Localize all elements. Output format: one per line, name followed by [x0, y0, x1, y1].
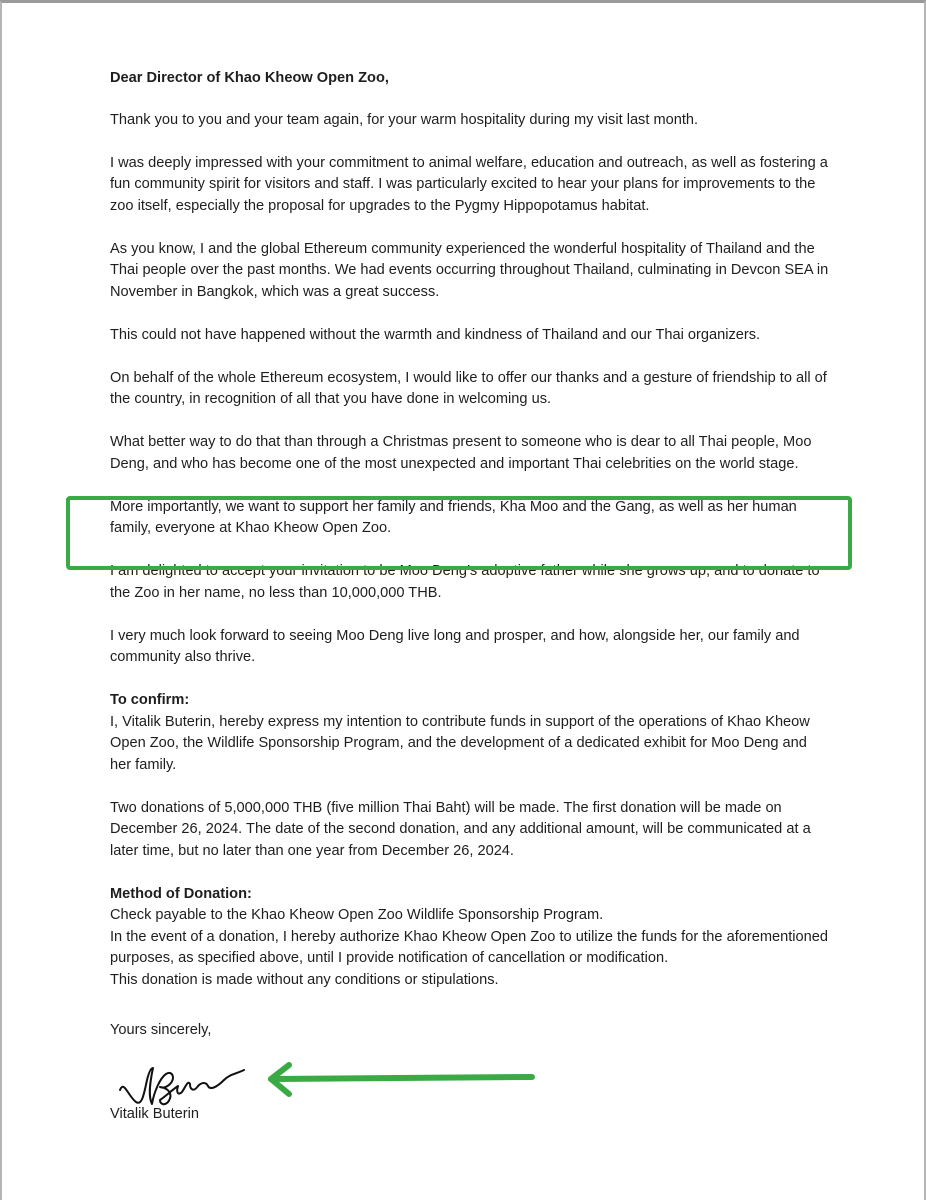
method-heading: Method of Donation: — [110, 885, 252, 902]
paragraph-adoptive-father: I am delighted to accept your invitation to be Moo Deng’s adoptive father while she grows up, and to donate to the Zoo in her name, no less than 10,000,000 THB. — [110, 563, 820, 601]
signer-name: Vitalik Buterin — [110, 1106, 199, 1122]
highlight-box-annotation — [66, 496, 852, 570]
arrow-annotation-icon — [245, 1054, 545, 1104]
paragraph-organizers: This could not have happened without the warmth and kindness of Thailand and our Thai organizers. — [110, 326, 761, 343]
paragraph-gesture: On behalf of the whole Ethereum ecosystem, I would like to offer our thanks and a gesture of friendship to all of the country, in recognition of all that you have done in welcoming us. — [110, 369, 827, 407]
method-line: In the event of a donation, I hereby authorize Khao Kheow Open Zoo to utilize the funds for the aforementioned purposes, as specified above, until I provide notification of cancellation or modification. — [110, 928, 829, 966]
salutation: Dear Director of Khao Kheow Open Zoo, — [110, 70, 389, 86]
paragraph-impressed: I was deeply impressed with your commitment to animal welfare, education and outreach, as well as fostering a fun community spirit for visitors and staff. I was particularly excited to hear your plans for improvements to the zoo itself, especially the proposal for upgrades to the Pygmy Hippopotamus habitat. — [110, 154, 828, 214]
paragraph-ethereum-community: As you know, I and the global Ethereum community experienced the wonderful hospitality of Thailand and the Thai people over the past months. We had events occurring throughout Thailand, culminating in Devcon SEA in November in Bangkok, which was a great success. — [110, 240, 829, 300]
confirm-body: I, Vitalik Buterin, hereby express my intention to contribute funds in support of the operations of Khao Kheow Open Zoo, the Wildlife Sponsorship Program, and the development of a dedicated exhibit for Moo Deng and her family. — [110, 713, 810, 773]
paragraph-thanks: Thank you to you and your team again, for your warm hospitality during my visit last month. — [110, 111, 699, 128]
paragraph-christmas-present: What better way to do that than through a Christmas present to someone who is dear to all Thai people, Moo Deng, and who has become one of the most unexpected and important Thai celebrities on the world stage. — [110, 434, 812, 472]
closing: Yours sincerely, — [110, 1022, 212, 1038]
donations-paragraph: Two donations of 5,000,000 THB (five million Thai Baht) will be made. The first donation will be made on December 26, 2024. The date of the second donation, and any additional amount, will be communicated at a later time, but no later than one year from December 26, 2024. — [110, 799, 811, 859]
paragraph-support-family: More importantly, we want to support her family and friends, Kha Moo and the Gang, as well as her human family, everyone at Khao Kheow Open Zoo. — [110, 498, 797, 536]
method-line: This donation is made without any conditions or stipulations. — [110, 971, 499, 988]
handwritten-signature — [114, 1052, 264, 1112]
method-line: Check payable to the Khao Kheow Open Zoo Wildlife Sponsorship Program. — [110, 907, 604, 923]
confirm-heading: To confirm: — [110, 692, 190, 708]
paragraph-look-forward: I very much look forward to seeing Moo Deng live long and prosper, and how, alongside her, our family and community also thrive. — [110, 627, 800, 665]
